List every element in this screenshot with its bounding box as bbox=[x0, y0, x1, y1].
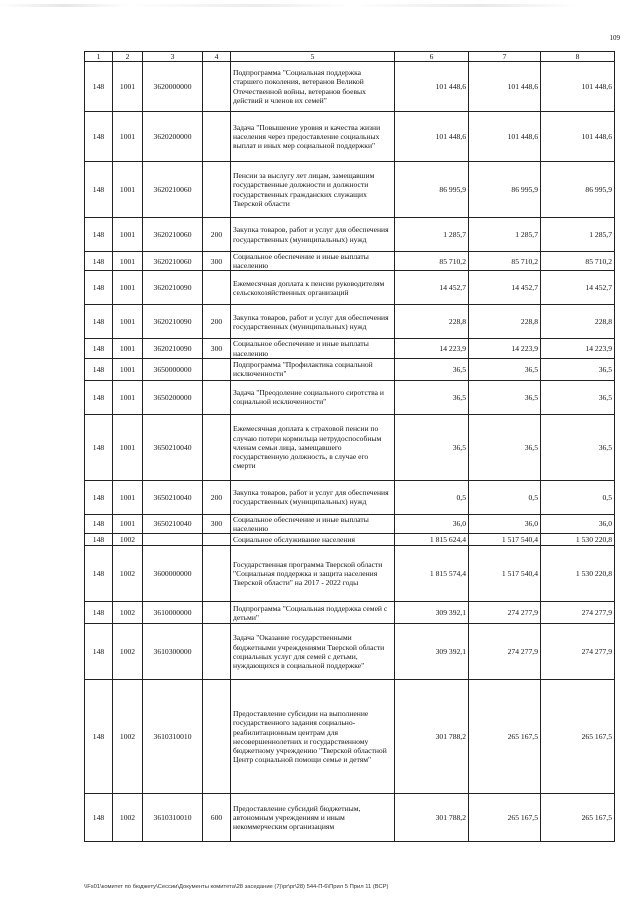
table-row bbox=[85, 546, 615, 602]
cell-section-code: 1001 bbox=[113, 62, 143, 112]
cell-amount-year-1: 36,5 bbox=[395, 414, 469, 480]
cell-amount-year-3: 36,5 bbox=[541, 358, 615, 380]
cell-target-article: 3620210060 bbox=[143, 252, 203, 271]
cell-description: Закупка товаров, работ и услуг для обеспечения государственных (муниципальных) нужд bbox=[231, 480, 395, 514]
cell-admin-code: 148 bbox=[85, 380, 113, 414]
cell-admin-code: 148 bbox=[85, 305, 113, 339]
cell-description: Предоставление субсидий бюджетным, автономным учреждениям и иным некоммерческим организациям bbox=[231, 794, 395, 842]
cell-amount-year-3: 0,5 bbox=[541, 480, 615, 514]
cell-description: Подпрограмма "Социальная поддержка семей с детьми" bbox=[231, 602, 395, 624]
cell-amount-year-3: 1 285,7 bbox=[541, 218, 615, 252]
cell-amount-year-2: 265 167,5 bbox=[469, 680, 541, 794]
cell-amount-year-3: 86 995,9 bbox=[541, 162, 615, 218]
cell-expense-type bbox=[203, 680, 231, 794]
cell-amount-year-2: 0,5 bbox=[469, 480, 541, 514]
column-number: 7 bbox=[469, 52, 541, 62]
page-number: 109 bbox=[609, 34, 620, 42]
cell-section-code: 1002 bbox=[113, 680, 143, 794]
cell-amount-year-1: 301 788,2 bbox=[395, 680, 469, 794]
cell-section-code: 1001 bbox=[113, 112, 143, 162]
file-path-footer: \\Fs01\комитет по бюджету\Сессии\Документы комитета\28 заседание (7)\pr\pr\28) 544-П-6\Прил 5 Прил 11 (ВСР) bbox=[84, 884, 389, 890]
cell-amount-year-1: 36,5 bbox=[395, 358, 469, 380]
cell-amount-year-1: 1 815 624,4 bbox=[395, 534, 469, 546]
table-row bbox=[85, 624, 615, 680]
cell-expense-type bbox=[203, 414, 231, 480]
table-row bbox=[85, 252, 615, 271]
cell-amount-year-1: 309 392,1 bbox=[395, 602, 469, 624]
cell-amount-year-3: 274 277,9 bbox=[541, 624, 615, 680]
cell-description: Подпрограмма "Профилактика социальной исключенности" bbox=[231, 358, 395, 380]
cell-amount-year-3: 265 167,5 bbox=[541, 680, 615, 794]
cell-target-article: 3610310010 bbox=[143, 680, 203, 794]
cell-amount-year-2: 86 995,9 bbox=[469, 162, 541, 218]
cell-amount-year-2: 1 285,7 bbox=[469, 218, 541, 252]
cell-target-article: 3620210060 bbox=[143, 162, 203, 218]
cell-target-article: 3650000000 bbox=[143, 358, 203, 380]
table-row bbox=[85, 380, 615, 414]
cell-expense-type bbox=[203, 624, 231, 680]
table-row bbox=[85, 794, 615, 842]
cell-amount-year-2: 274 277,9 bbox=[469, 624, 541, 680]
table-row bbox=[85, 218, 615, 252]
cell-description: Ежемесячная доплата к пенсии руководителям сельскохозяйственных организаций bbox=[231, 271, 395, 305]
table-row bbox=[85, 112, 615, 162]
cell-description: Социальное обеспечение и иные выплаты населению bbox=[231, 339, 395, 358]
table-row bbox=[85, 339, 615, 358]
cell-amount-year-1: 86 995,9 bbox=[395, 162, 469, 218]
cell-admin-code: 148 bbox=[85, 624, 113, 680]
cell-expense-type: 300 bbox=[203, 339, 231, 358]
cell-section-code: 1001 bbox=[113, 271, 143, 305]
cell-admin-code: 148 bbox=[85, 271, 113, 305]
cell-description: Предоставление субсидии на выполнение государственного задания социально-реабилитационным центрам для несовершеннолетних и государственному бюджетному учреждению "Тверской областной Центр социальной помощи семье и детям" bbox=[231, 680, 395, 794]
cell-amount-year-1: 36,5 bbox=[395, 380, 469, 414]
table-row bbox=[85, 680, 615, 794]
table-row bbox=[85, 534, 615, 546]
cell-amount-year-1: 85 710,2 bbox=[395, 252, 469, 271]
cell-expense-type: 300 bbox=[203, 514, 231, 533]
column-number: 5 bbox=[231, 52, 395, 62]
cell-amount-year-1: 228,8 bbox=[395, 305, 469, 339]
cell-target-article: 3620210090 bbox=[143, 305, 203, 339]
table-row bbox=[85, 514, 615, 533]
cell-target-article: 3650210040 bbox=[143, 514, 203, 533]
cell-section-code: 1002 bbox=[113, 546, 143, 602]
cell-section-code: 1001 bbox=[113, 514, 143, 533]
column-number: 4 bbox=[203, 52, 231, 62]
cell-amount-year-1: 36,0 bbox=[395, 514, 469, 533]
cell-target-article: 3620200000 bbox=[143, 112, 203, 162]
column-number: 8 bbox=[541, 52, 615, 62]
cell-section-code: 1002 bbox=[113, 624, 143, 680]
cell-target-article: 3650210040 bbox=[143, 414, 203, 480]
cell-expense-type bbox=[203, 534, 231, 546]
cell-section-code: 1001 bbox=[113, 218, 143, 252]
cell-amount-year-2: 1 517 540,4 bbox=[469, 534, 541, 546]
cell-section-code: 1001 bbox=[113, 414, 143, 480]
column-number: 2 bbox=[113, 52, 143, 62]
cell-admin-code: 148 bbox=[85, 514, 113, 533]
cell-target-article: 3610310010 bbox=[143, 794, 203, 842]
cell-target-article: 3620210060 bbox=[143, 218, 203, 252]
cell-expense-type: 200 bbox=[203, 480, 231, 514]
cell-amount-year-3: 36,0 bbox=[541, 514, 615, 533]
cell-amount-year-3: 228,8 bbox=[541, 305, 615, 339]
cell-description: Закупка товаров, работ и услуг для обеспечения государственных (муниципальных) нужд bbox=[231, 305, 395, 339]
cell-target-article: 3620210090 bbox=[143, 339, 203, 358]
cell-expense-type: 200 bbox=[203, 305, 231, 339]
cell-section-code: 1001 bbox=[113, 252, 143, 271]
cell-amount-year-2: 101 448,6 bbox=[469, 112, 541, 162]
table-row bbox=[85, 305, 615, 339]
cell-admin-code: 148 bbox=[85, 252, 113, 271]
column-number-row bbox=[85, 52, 615, 62]
cell-section-code: 1002 bbox=[113, 534, 143, 546]
cell-expense-type bbox=[203, 62, 231, 112]
cell-amount-year-3: 36,5 bbox=[541, 414, 615, 480]
cell-description: Закупка товаров, работ и услуг для обеспечения государственных (муниципальных) нужд bbox=[231, 218, 395, 252]
cell-description: Задача "Преодоление социального сиротства и социальной исключенности" bbox=[231, 380, 395, 414]
table-row bbox=[85, 602, 615, 624]
cell-target-article: 3620000000 bbox=[143, 62, 203, 112]
table-row bbox=[85, 271, 615, 305]
cell-description: Государственная программа Тверской области "Социальная поддержка и защита населения Тверской области" на 2017 - 2022 годы bbox=[231, 546, 395, 602]
cell-admin-code: 148 bbox=[85, 480, 113, 514]
cell-admin-code: 148 bbox=[85, 339, 113, 358]
cell-admin-code: 148 bbox=[85, 680, 113, 794]
cell-admin-code: 148 bbox=[85, 218, 113, 252]
cell-expense-type: 300 bbox=[203, 252, 231, 271]
cell-amount-year-2: 265 167,5 bbox=[469, 794, 541, 842]
cell-target-article: 3610000000 bbox=[143, 602, 203, 624]
cell-amount-year-2: 14 452,7 bbox=[469, 271, 541, 305]
cell-target-article bbox=[143, 534, 203, 546]
column-number: 1 bbox=[85, 52, 113, 62]
cell-section-code: 1001 bbox=[113, 358, 143, 380]
table-row bbox=[85, 62, 615, 112]
cell-section-code: 1001 bbox=[113, 339, 143, 358]
budget-table bbox=[84, 51, 615, 842]
cell-amount-year-2: 36,5 bbox=[469, 414, 541, 480]
cell-admin-code: 148 bbox=[85, 602, 113, 624]
cell-amount-year-3: 14 223,9 bbox=[541, 339, 615, 358]
cell-admin-code: 148 bbox=[85, 794, 113, 842]
cell-amount-year-2: 14 223,9 bbox=[469, 339, 541, 358]
cell-description: Социальное обслуживание населения bbox=[231, 534, 395, 546]
cell-target-article: 3610300000 bbox=[143, 624, 203, 680]
cell-section-code: 1001 bbox=[113, 305, 143, 339]
cell-section-code: 1001 bbox=[113, 480, 143, 514]
cell-amount-year-3: 101 448,6 bbox=[541, 112, 615, 162]
cell-expense-type bbox=[203, 380, 231, 414]
cell-amount-year-3: 85 710,2 bbox=[541, 252, 615, 271]
cell-amount-year-2: 36,5 bbox=[469, 358, 541, 380]
cell-section-code: 1002 bbox=[113, 794, 143, 842]
cell-amount-year-2: 274 277,9 bbox=[469, 602, 541, 624]
cell-admin-code: 148 bbox=[85, 546, 113, 602]
cell-expense-type bbox=[203, 602, 231, 624]
cell-description: Задача "Повышение уровня и качества жизни населения через предоставление социальных выплат и иных мер социальной поддержки" bbox=[231, 112, 395, 162]
cell-amount-year-3: 265 167,5 bbox=[541, 794, 615, 842]
cell-amount-year-2: 228,8 bbox=[469, 305, 541, 339]
cell-expense-type bbox=[203, 162, 231, 218]
cell-expense-type bbox=[203, 271, 231, 305]
cell-amount-year-3: 101 448,6 bbox=[541, 62, 615, 112]
cell-expense-type bbox=[203, 546, 231, 602]
scan-artifact bbox=[0, 4, 640, 7]
cell-admin-code: 148 bbox=[85, 112, 113, 162]
cell-amount-year-1: 301 788,2 bbox=[395, 794, 469, 842]
cell-amount-year-3: 1 530 220,8 bbox=[541, 534, 615, 546]
cell-amount-year-2: 36,0 bbox=[469, 514, 541, 533]
cell-target-article: 3650210040 bbox=[143, 480, 203, 514]
cell-description: Ежемесячная доплата к страховой пенсии по случаю потери кормильца нетрудоспособным членам семьи лица, замещавшего государственную должность, в случае его смерти bbox=[231, 414, 395, 480]
cell-amount-year-1: 1 285,7 bbox=[395, 218, 469, 252]
cell-expense-type: 200 bbox=[203, 218, 231, 252]
cell-amount-year-2: 101 448,6 bbox=[469, 62, 541, 112]
cell-section-code: 1001 bbox=[113, 380, 143, 414]
cell-amount-year-1: 309 392,1 bbox=[395, 624, 469, 680]
column-number: 6 bbox=[395, 52, 469, 62]
cell-amount-year-3: 1 530 220,8 bbox=[541, 546, 615, 602]
table-row bbox=[85, 414, 615, 480]
cell-expense-type bbox=[203, 112, 231, 162]
cell-description: Социальное обеспечение и иные выплаты населению bbox=[231, 514, 395, 533]
cell-expense-type: 600 bbox=[203, 794, 231, 842]
cell-admin-code: 148 bbox=[85, 414, 113, 480]
table-row bbox=[85, 480, 615, 514]
cell-admin-code: 148 bbox=[85, 62, 113, 112]
cell-amount-year-2: 1 517 540,4 bbox=[469, 546, 541, 602]
cell-admin-code: 148 bbox=[85, 534, 113, 546]
cell-expense-type bbox=[203, 358, 231, 380]
cell-target-article: 3600000000 bbox=[143, 546, 203, 602]
cell-admin-code: 148 bbox=[85, 162, 113, 218]
cell-amount-year-3: 274 277,9 bbox=[541, 602, 615, 624]
cell-amount-year-1: 14 452,7 bbox=[395, 271, 469, 305]
cell-amount-year-1: 0,5 bbox=[395, 480, 469, 514]
cell-description: Пенсии за выслугу лет лицам, замещавшим государственные должности и должности государственных гражданских служащих Тверской области bbox=[231, 162, 395, 218]
table-row bbox=[85, 162, 615, 218]
cell-amount-year-3: 36,5 bbox=[541, 380, 615, 414]
cell-section-code: 1002 bbox=[113, 602, 143, 624]
cell-amount-year-1: 1 815 574,4 bbox=[395, 546, 469, 602]
cell-amount-year-1: 14 223,9 bbox=[395, 339, 469, 358]
cell-target-article: 3620210090 bbox=[143, 271, 203, 305]
cell-description: Задача "Оказание государственными бюджетными учреждениями Тверской области социальных услуг для семей с детьми, нуждающихся в социальной поддержке" bbox=[231, 624, 395, 680]
cell-amount-year-2: 36,5 bbox=[469, 380, 541, 414]
cell-description: Социальное обеспечение и иные выплаты населению bbox=[231, 252, 395, 271]
cell-amount-year-2: 85 710,2 bbox=[469, 252, 541, 271]
cell-amount-year-1: 101 448,6 bbox=[395, 62, 469, 112]
table-row bbox=[85, 358, 615, 380]
cell-amount-year-3: 14 452,7 bbox=[541, 271, 615, 305]
cell-description: Подпрограмма "Социальная поддержка старшего поколения, ветеранов Великой Отечественной войны, ветеранов боевых действий и членов их семей" bbox=[231, 62, 395, 112]
cell-section-code: 1001 bbox=[113, 162, 143, 218]
cell-target-article: 3650200000 bbox=[143, 380, 203, 414]
cell-admin-code: 148 bbox=[85, 358, 113, 380]
column-number: 3 bbox=[143, 52, 203, 62]
cell-amount-year-1: 101 448,6 bbox=[395, 112, 469, 162]
